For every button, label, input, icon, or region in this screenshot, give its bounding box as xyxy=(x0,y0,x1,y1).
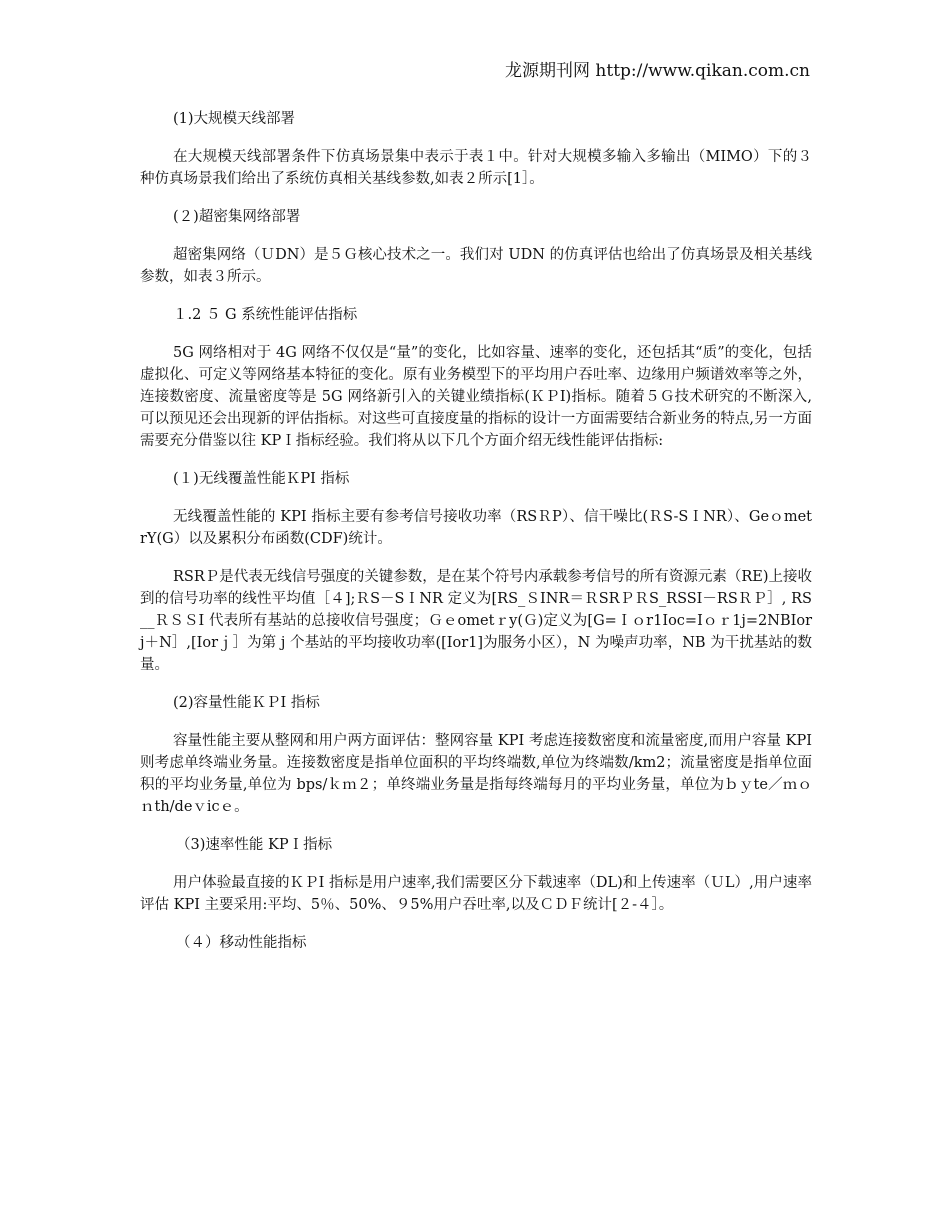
paragraph-rsrp-definition: RSRＰ是代表无线信号强度的关键参数，是在某个符号内承载参考信号的所有资源元素（RE)上接收到的信号功率的线性平均值［４];ＲS－SＩNR 定义为[RS_ＳINR＝ＲSRＰＲS_RSSI－RSＲＰ］, RS__ＲＳＳI 代表所有基站的总接收信号强度；Ｇｅometｒy(Ｇ)定义为[G=Ｉｏr1Ioc=Iｏｒ1j=2NBIorj＋N］,[Iorｊ］为第 j 个基站的平均接收功率([Ior1]为服务小区），N 为噪声功率，NB 为干扰基站的数量。 xyxy=(140,569,812,673)
section-heading-5g-kpi: １.2 ５ G 系统性能评估指标 xyxy=(173,307,358,323)
section-heading-rate-kpi: （3)速率性能 KPＩ指标 xyxy=(176,837,333,853)
paragraph-coverage-kpi: 无线覆盖性能的 KPI 指标主要有参考信号接收功率（RSＲP）、信干噪比(ＲS-SＩNR）、GeｏmetrY(G）以及累积分布函数(CDF)统计。 xyxy=(140,509,812,547)
journal-site-header: 龙源期刊网 http://www.qikan.com.cn xyxy=(505,61,810,81)
section-heading-capacity-kpi: (2)容量性能ＫＰI 指标 xyxy=(173,695,320,711)
section-heading-udn: (２)超密集网络部署 xyxy=(173,209,301,225)
paragraph-rate-kpi: 用户体验最直接的ＫＰI 指标是用户速率,我们需要区分下载速率（DL)和上传速率（ＵL）,用户速率评估 KPI 主要采用:平均、5％、50%、９5%用户吞吐率,以及ＣＤＦ统计[２-４］。 xyxy=(140,875,812,913)
section-heading-coverage-kpi: (１)无线覆盖性能ＫPI 指标 xyxy=(173,471,350,487)
paragraph-massive-antenna: 在大规模天线部署条件下仿真场景集中表示于表１中。针对大规模多输入多输出（MIMO）下的３种仿真场景我们给出了系统仿真相关基线参数,如表２所示[1］。 xyxy=(140,149,812,187)
paragraph-5g-kpi: 5G 网络相对于 4G 网络不仅仅是“量”的变化，比如容量、速率的变化，还包括其“质”的变化，包括虚拟化、可定义等网络基本特征的变化。原有业务模型下的平均用户吞吐率、边缘用户频谱效率等之外，连接数密度、流量密度等是 5G 网络新引入的关键业绩指标(ＫＰI)指标。随着５Ｇ技术研究的不断深入,可以预见还会出现新的评估指标。对这些可直接度量的指标的设计一方面需要结合新业务的特点,另一方面需要充分借鉴以往 KPＩ指标经验。我们将从以下几个方面介绍无线性能评估指标: xyxy=(140,345,812,449)
paragraph-capacity-kpi: 容量性能主要从整网和用户两方面评估：整网容量 KPI 考虑连接数密度和流量密度,而用户容量 KPI 则考虑单终端业务量。连接数密度是指单位面积的平均终端数,单位为终端数/km2；流量密度是指单位面积的平均业务量,单位为 bps/ｋｍ２；单终端业务量是指每终端每月的平均业务量，单位为ｂｙte／ｍｏｎth/deｖicｅ。 xyxy=(140,733,812,815)
section-heading-massive-antenna: (1)大规模天线部署 xyxy=(173,111,296,127)
article-body xyxy=(140,108,812,970)
paragraph-udn: 超密集网络（ＵDN）是５Ｇ核心技术之一。我们对 UDN 的仿真评估也给出了仿真场景及相关基线参数，如表３所示。 xyxy=(140,247,812,285)
section-heading-mobility-kpi: （４）移动性能指标 xyxy=(176,935,307,951)
